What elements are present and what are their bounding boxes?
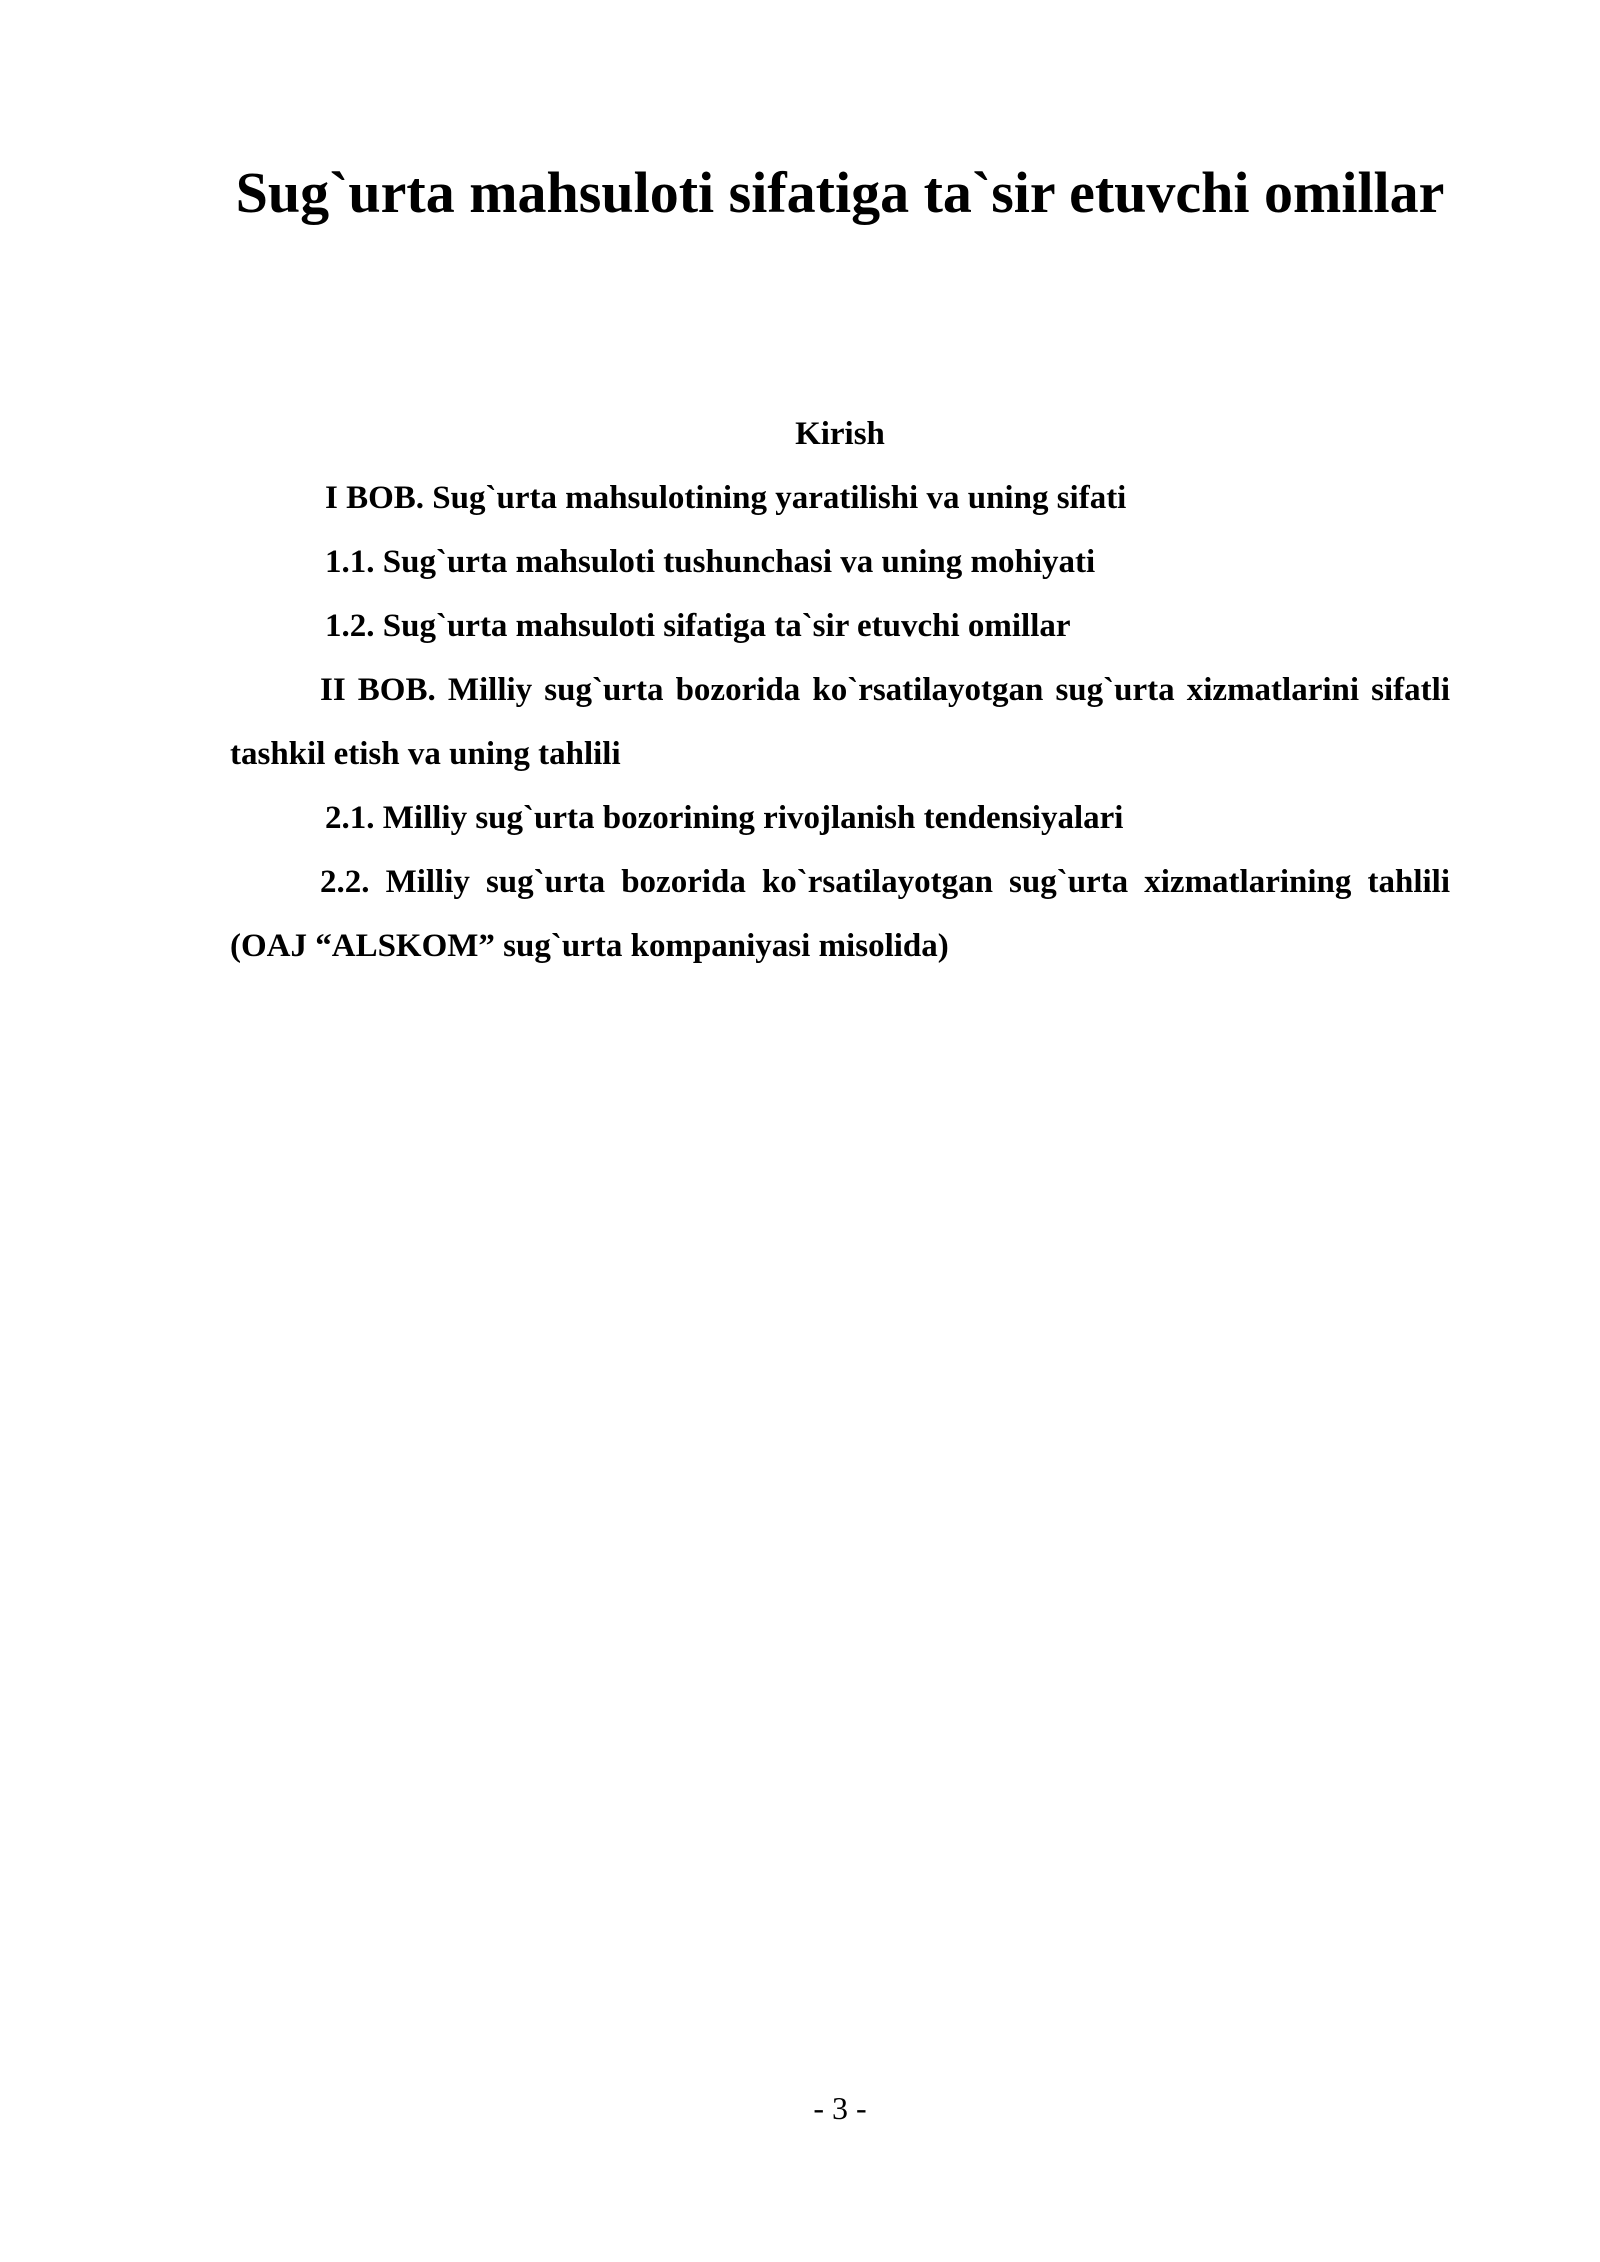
toc-item-2-1: 2.1. Milliy sug`urta bozorining rivojlanish tendensiyalari bbox=[325, 800, 1124, 836]
toc-item-1-2: 1.2. Sug`urta mahsuloti sifatiga ta`sir etuvchi omillar bbox=[325, 608, 1071, 644]
table-of-contents bbox=[230, 402, 1450, 978]
toc-item-chapter-1: I BOB. Sug`urta mahsulotining yaratilishi va uning sifati bbox=[325, 480, 1127, 516]
toc-heading: Kirish bbox=[795, 416, 885, 452]
toc-item-chapter-2: II BOB. Milliy sug`urta bozorida ko`rsatilayotgan sug`urta xizmatlarini sifatli tashkil etish va uning tahlili bbox=[230, 672, 1450, 772]
page-number: - 3 - bbox=[813, 2090, 867, 2126]
document-title: Sug`urta mahsuloti sifatiga ta`sir etuvchi omillar bbox=[235, 160, 1445, 225]
toc-item-1-1: 1.1. Sug`urta mahsuloti tushunchasi va uning mohiyati bbox=[325, 544, 1096, 580]
toc-item-2-2: 2.2. Milliy sug`urta bozorida ko`rsatilayotgan sug`urta xizmatlarining tahlili (OAJ “ALSKOM” sug`urta kompaniyasi misolida) bbox=[230, 864, 1450, 964]
